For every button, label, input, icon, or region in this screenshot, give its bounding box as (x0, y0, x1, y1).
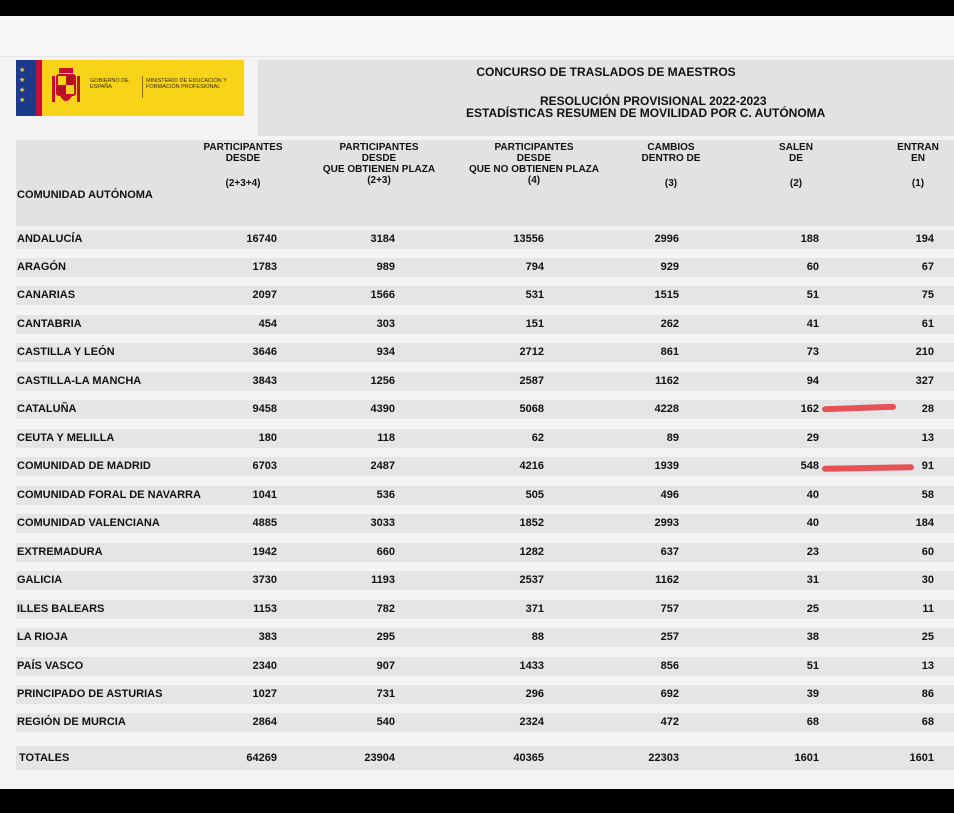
cell-number: 210 (915, 346, 934, 358)
ministry-label: MINISTERIO DE EDUCACIÓN Y FORMACIÓN PROFESIONAL (146, 78, 227, 90)
cell-number: 303 (376, 318, 395, 330)
cell-community: LA RIOJA (17, 631, 68, 643)
cell-number: 61 (921, 318, 934, 330)
col-header-line: SALEN (779, 142, 813, 153)
table-row (16, 543, 954, 562)
cell-number: 13 (921, 660, 934, 672)
cell-number: 934 (376, 346, 395, 358)
col-header-line: PARTICIPANTES (339, 142, 419, 153)
cell-number: 929 (660, 261, 679, 273)
cell-number: 861 (660, 346, 679, 358)
cell-number: 383 (258, 631, 277, 643)
cell-number: 73 (806, 346, 819, 358)
cell-number: 118 (377, 432, 395, 444)
cell-number: 38 (806, 631, 819, 643)
cell-number: 162 (800, 403, 819, 415)
document-title: CONCURSO DE TRASLADOS DE MAESTROS (476, 65, 736, 79)
cell-number: 60 (806, 261, 819, 273)
cell-community: CEUTA Y MELILLA (17, 432, 115, 444)
table-row (16, 230, 954, 249)
cell-number: 548 (800, 460, 819, 472)
cell-community: EXTREMADURA (17, 546, 103, 558)
cell-number: 2324 (519, 716, 544, 728)
stars-icon: ★ ★ ★ ★ (19, 67, 26, 104)
cell-number: 60 (921, 546, 934, 558)
col-header-code: (2+3+4) (225, 178, 261, 189)
cell-number: 88 (531, 631, 544, 643)
table-header (16, 140, 954, 226)
col-header-obtain (314, 142, 444, 186)
cell-number: 4216 (519, 460, 544, 472)
cell-number: 295 (376, 631, 395, 643)
col-header-participants (186, 142, 300, 189)
col-header-changes (626, 142, 716, 189)
col-header-line: EN (911, 153, 925, 164)
col-header-not-obtain (466, 142, 602, 186)
cell-number: 1942 (252, 546, 277, 558)
table-row (16, 372, 954, 391)
cell-community: PRINCIPADO DE ASTURIAS (17, 688, 163, 700)
col-header-leave (768, 142, 824, 189)
table-row (16, 400, 954, 419)
cell-number: 907 (376, 660, 395, 672)
cell-number: 2097 (252, 289, 277, 301)
cell-number: 75 (921, 289, 934, 301)
cell-number: 637 (660, 546, 679, 558)
cell-number: 68 (806, 716, 819, 728)
government-label: GOBIERNO DE ESPAÑA (90, 78, 129, 90)
table-row (16, 685, 954, 704)
cell-number: 3033 (370, 517, 395, 529)
cell-number: 262 (660, 318, 679, 330)
cell-number: 51 (806, 289, 819, 301)
cell-number: 757 (660, 603, 679, 615)
cell-number: 496 (660, 489, 679, 501)
cell-number: 989 (376, 261, 395, 273)
col-header-line: QUE NO OBTIENEN PLAZA (468, 164, 599, 175)
document-page (0, 16, 954, 789)
cell-community: CASTILLA Y LEÓN (17, 346, 115, 358)
cell-number: 188 (800, 233, 819, 245)
cell-number: 794 (525, 261, 544, 273)
cell-number: 1566 (370, 289, 395, 301)
col-header-code: (2) (789, 178, 803, 189)
cell-number: 68 (921, 716, 934, 728)
cell-number: 1162 (655, 375, 679, 387)
cell-number: 62 (531, 432, 544, 444)
cell-number: 2487 (370, 460, 395, 472)
title-box (258, 60, 954, 136)
cell-community: CATALUÑA (17, 403, 77, 415)
col-header-enter (888, 142, 948, 189)
cell-number: 5068 (519, 403, 544, 415)
cell-number: 505 (525, 489, 544, 501)
table-row (16, 429, 954, 448)
cell-number: 856 (660, 660, 679, 672)
cell-number: 692 (660, 688, 679, 700)
cell-number: 1939 (654, 460, 679, 472)
total-number: 40365 (513, 752, 544, 764)
cell-number: 41 (806, 318, 819, 330)
cell-number: 4228 (654, 403, 679, 415)
col-header-code: (3) (664, 178, 678, 189)
cell-number: 1515 (654, 289, 679, 301)
cell-community: GALICIA (17, 574, 63, 586)
cell-number: 454 (258, 318, 277, 330)
total-number: 64269 (246, 752, 277, 764)
cell-number: 531 (525, 289, 544, 301)
cell-number: 23 (806, 546, 819, 558)
cell-number: 89 (666, 432, 679, 444)
col-header-line: DENTRO DE (641, 153, 701, 164)
col-header-code: (4) (527, 175, 541, 186)
cell-number: 3646 (252, 346, 277, 358)
table-row (16, 571, 954, 590)
totals-label: TOTALES (19, 752, 70, 764)
cell-number: 1153 (253, 603, 277, 615)
col-header-community: COMUNIDAD AUTÓNOMA (17, 189, 153, 201)
cell-number: 660 (376, 546, 395, 558)
col-header-line: PARTICIPANTES (203, 142, 283, 153)
cell-number: 2996 (654, 233, 679, 245)
cell-number: 1256 (370, 375, 395, 387)
cell-number: 782 (376, 603, 395, 615)
cell-number: 371 (525, 603, 544, 615)
coat-of-arms-icon (50, 66, 82, 108)
table-row (16, 286, 954, 305)
col-header-line: CAMBIOS (647, 142, 695, 153)
cell-community: CANARIAS (17, 289, 76, 301)
table-row (16, 457, 954, 476)
cell-number: 40 (806, 517, 819, 529)
table-row (16, 486, 954, 505)
cell-number: 2864 (252, 716, 277, 728)
cell-number: 2340 (252, 660, 277, 672)
col-header-line: QUE OBTIENEN PLAZA (322, 164, 436, 175)
cell-number: 67 (921, 261, 934, 273)
cell-number: 184 (915, 517, 934, 529)
cell-number: 13 (921, 432, 934, 444)
table-row (16, 657, 954, 676)
cell-community: CANTABRIA (17, 318, 82, 330)
table-row (16, 315, 954, 334)
table-row (16, 514, 954, 533)
cell-number: 58 (921, 489, 934, 501)
cell-number: 31 (806, 574, 819, 586)
total-number: 1601 (794, 752, 819, 764)
table-row (16, 343, 954, 362)
cell-number: 40 (806, 489, 819, 501)
total-number: 1601 (909, 752, 934, 764)
cell-number: 3184 (370, 233, 395, 245)
government-logo (16, 60, 244, 116)
cell-number: 16740 (246, 233, 277, 245)
flag-stripe (36, 60, 42, 116)
cell-number: 86 (921, 688, 934, 700)
cell-number: 1193 (371, 574, 395, 586)
table-row (16, 628, 954, 647)
cell-number: 257 (660, 631, 679, 643)
cell-number: 731 (376, 688, 395, 700)
cell-number: 540 (376, 716, 395, 728)
cell-number: 327 (915, 375, 934, 387)
cell-number: 28 (921, 403, 934, 415)
col-header-line: ENTRAN (897, 142, 939, 153)
col-header-line: DESDE (516, 153, 552, 164)
cell-number: 180 (258, 432, 277, 444)
cell-number: 30 (921, 574, 934, 586)
cell-number: 91 (921, 460, 934, 472)
cell-community: REGIÓN DE MURCIA (17, 716, 126, 728)
cell-number: 25 (806, 603, 819, 615)
cell-community: ARAGÓN (17, 261, 66, 273)
cell-number: 39 (806, 688, 819, 700)
cell-community: PAÍS VASCO (17, 660, 84, 672)
table-row (16, 600, 954, 619)
cell-number: 2993 (654, 517, 679, 529)
statistics-subtitle: ESTADÍSTICAS RESUMEN DE MOVILIDAD POR C. AUTÓNOMA (466, 106, 826, 120)
cell-community: CASTILLA-LA MANCHA (17, 375, 142, 387)
cell-number: 1433 (519, 660, 544, 672)
cell-number: 1027 (252, 688, 277, 700)
table-row (16, 258, 954, 277)
cell-number: 1852 (519, 517, 544, 529)
col-header-code: (1) (911, 178, 925, 189)
cell-number: 1783 (252, 261, 277, 273)
cell-number: 151 (525, 318, 544, 330)
col-header-line: DE (789, 153, 803, 164)
cell-number: 472 (660, 716, 679, 728)
cell-number: 4885 (252, 517, 277, 529)
cell-community: ANDALUCÍA (17, 233, 83, 245)
cell-number: 2587 (519, 375, 544, 387)
cell-community: ILLES BALEARS (17, 603, 105, 615)
col-header-code: (2+3) (367, 175, 391, 186)
cell-community: COMUNIDAD DE MADRID (17, 460, 151, 472)
cell-number: 9458 (252, 403, 277, 415)
cell-number: 94 (806, 375, 819, 387)
cell-number: 29 (806, 432, 819, 444)
cell-number: 6703 (252, 460, 277, 472)
top-strip (0, 16, 954, 57)
cell-number: 11 (922, 603, 934, 615)
cell-number: 3843 (252, 375, 277, 387)
cell-number: 1282 (519, 546, 544, 558)
totals-row (16, 746, 954, 770)
cell-number: 13556 (513, 233, 544, 245)
total-number: 22303 (648, 752, 679, 764)
cell-number: 3730 (252, 574, 277, 586)
cell-number: 296 (525, 688, 544, 700)
resolution-subtitle: RESOLUCIÓN PROVISIONAL 2022-2023 (540, 94, 767, 108)
col-header-line: DESDE (225, 153, 261, 164)
col-header-line: DESDE (361, 153, 397, 164)
cell-number: 2712 (519, 346, 544, 358)
cell-number: 51 (806, 660, 819, 672)
cell-community: COMUNIDAD FORAL DE NAVARRA (17, 489, 201, 501)
cell-number: 2537 (519, 574, 544, 586)
cell-community: COMUNIDAD VALENCIANA (17, 517, 160, 529)
cell-number: 4390 (370, 403, 395, 415)
cell-number: 194 (915, 233, 934, 245)
cell-number: 25 (921, 631, 934, 643)
logo-divider (142, 76, 143, 98)
col-header-line: PARTICIPANTES (494, 142, 574, 153)
cell-number: 1162 (655, 574, 679, 586)
total-number: 23904 (364, 752, 395, 764)
cell-number: 536 (376, 489, 395, 501)
table-row (16, 713, 954, 732)
cell-number: 1041 (252, 489, 277, 501)
